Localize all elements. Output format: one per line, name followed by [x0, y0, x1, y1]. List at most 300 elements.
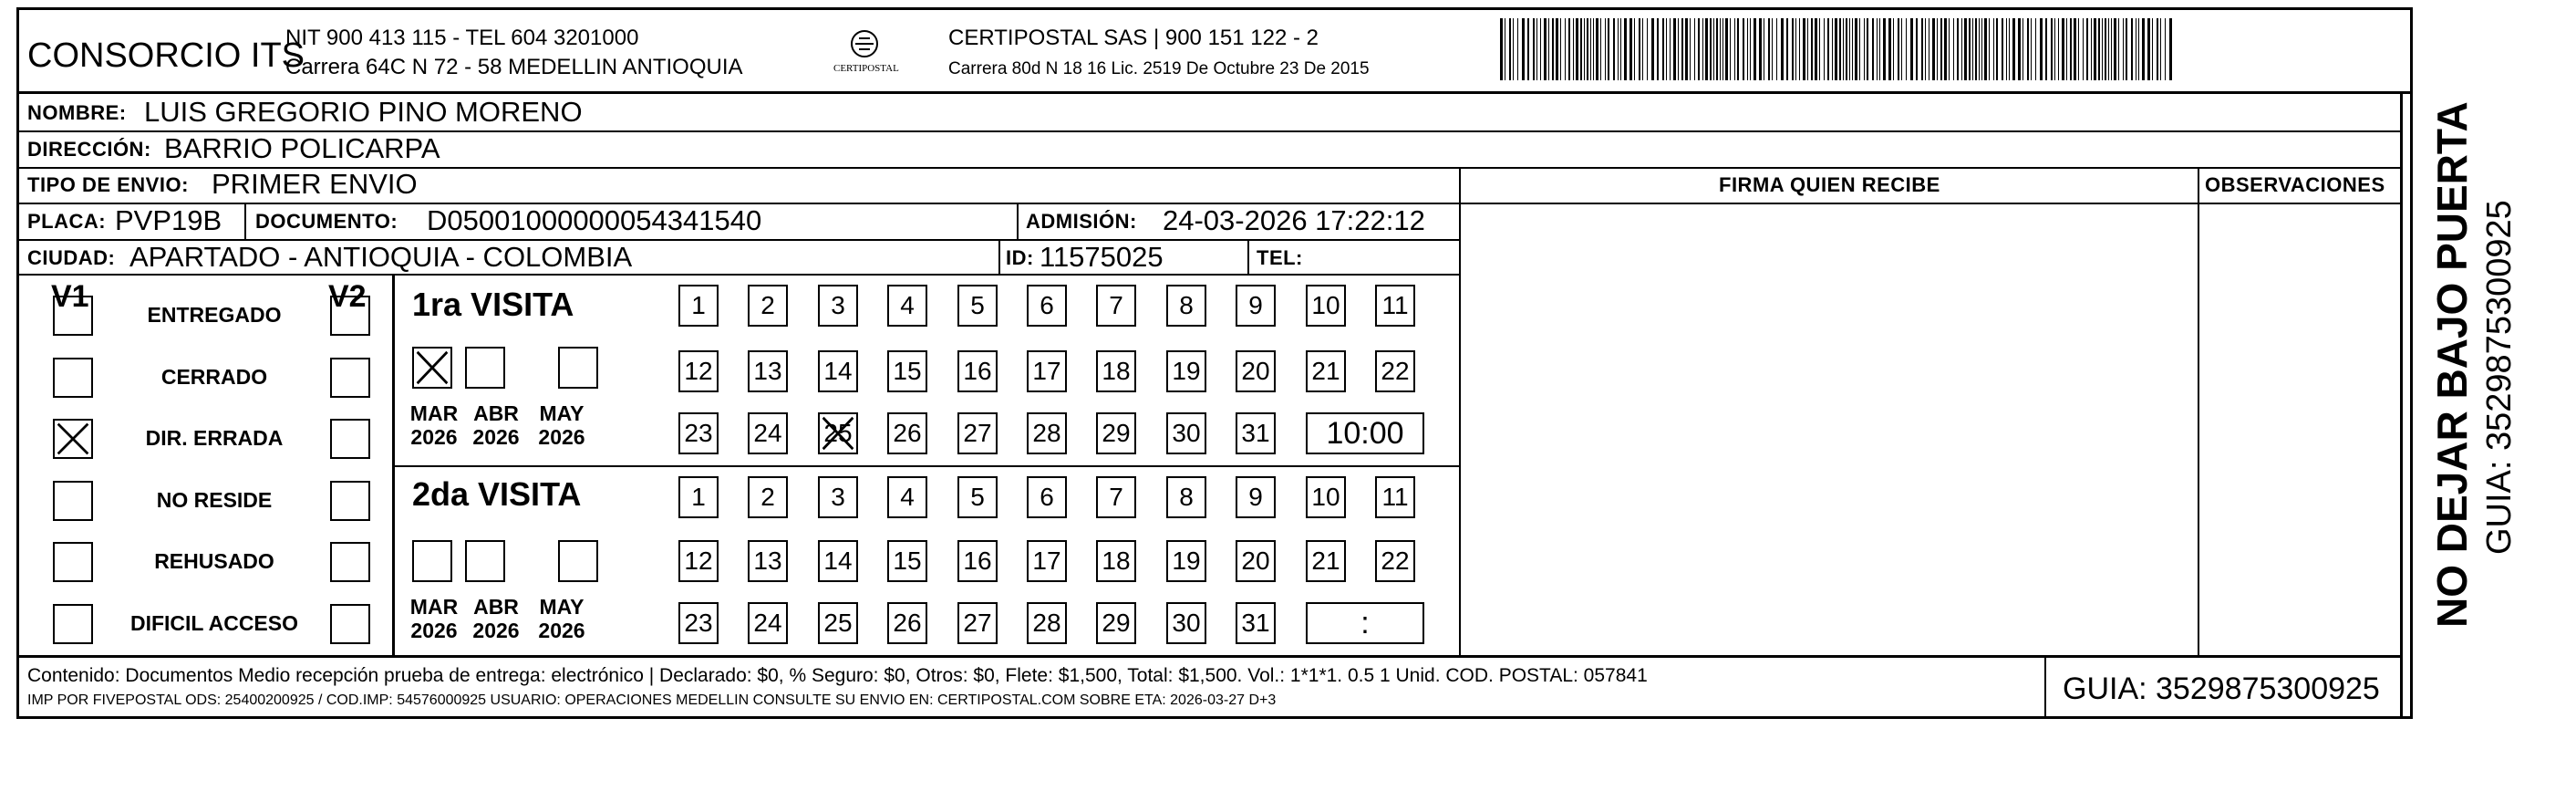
day-number: 26 — [893, 609, 922, 637]
divider — [1017, 203, 1019, 239]
barcode-bar — [1925, 18, 1926, 80]
barcode-bar — [1556, 18, 1558, 80]
day-box[interactable] — [1375, 350, 1415, 392]
time-value: : — [1360, 606, 1370, 640]
day-box[interactable] — [1306, 476, 1346, 518]
barcode-bar — [2114, 18, 2116, 80]
barcode-bar — [1513, 18, 1514, 80]
day-number: 28 — [1032, 419, 1061, 447]
day-number: 23 — [684, 419, 713, 447]
month-label — [405, 595, 463, 643]
day-box[interactable] — [957, 602, 998, 644]
day-number: 11 — [1381, 291, 1409, 319]
barcode-bar — [1815, 18, 1817, 80]
day-box[interactable] — [957, 540, 998, 582]
day-box[interactable] — [748, 540, 788, 582]
v1-status-checkbox[interactable] — [53, 296, 93, 336]
barcode-bar — [1560, 18, 1561, 80]
day-box[interactable] — [1236, 285, 1276, 327]
day-box[interactable] — [887, 602, 927, 644]
day-box[interactable] — [818, 476, 858, 518]
barcode-bar — [2066, 18, 2067, 80]
day-box[interactable] — [1096, 350, 1136, 392]
day-number: 14 — [823, 357, 853, 385]
barcode-bar — [1716, 18, 1718, 80]
day-number: 28 — [1032, 609, 1061, 637]
barcode-bar — [1673, 18, 1676, 80]
day-box[interactable] — [1027, 350, 1067, 392]
day-box[interactable] — [957, 285, 998, 327]
day-box[interactable] — [1027, 412, 1067, 454]
tipo-envio-value: PRIMER ENVIO — [212, 168, 418, 200]
barcode-bar — [2083, 18, 2084, 80]
day-box[interactable] — [1166, 412, 1206, 454]
certipostal-logo-icon — [832, 26, 897, 84]
barcode-bar — [1772, 18, 1773, 80]
day-box[interactable] — [748, 350, 788, 392]
barcode-bar — [2169, 18, 2172, 80]
month-name: ABR — [473, 595, 519, 619]
barcode-bar — [1587, 18, 1588, 80]
day-number: 15 — [893, 547, 922, 575]
barcode-bar — [1639, 18, 1640, 80]
day-box[interactable] — [1375, 285, 1415, 327]
barcode-bar — [2102, 18, 2103, 80]
v1-status-checkbox[interactable] — [53, 542, 93, 582]
day-number: 30 — [1172, 609, 1201, 637]
footer-content-line: Contenido: Documentos Medio recepción prueba de entrega: electrónico | Declarado: $0, % Seguro: $0, Otros: $0, Flete: $1,500, Total: $1,500. Vol.: 1*1*1. 0.5 1 Unid. COD. POSTAL: 057841 — [27, 665, 1648, 686]
barcode-bar — [1819, 18, 1820, 80]
status-label: DIFICIL ACCESO — [129, 611, 298, 635]
barcode-bar — [2078, 18, 2079, 80]
day-box[interactable] — [748, 412, 788, 454]
barcode-bar — [2098, 18, 2100, 80]
barcode-bar — [1975, 18, 1977, 80]
barcode-bar — [2111, 18, 2112, 80]
v2-status-checkbox[interactable] — [330, 358, 370, 398]
day-number: 12 — [684, 357, 713, 385]
barcode-bar — [1573, 18, 1574, 80]
month-label — [533, 401, 591, 450]
day-box[interactable] — [1375, 540, 1415, 582]
v2-header: V2 — [328, 279, 367, 314]
barcode-bar — [1596, 18, 1598, 80]
barcode-bar — [1568, 18, 1570, 80]
barcode-bar — [1527, 18, 1529, 80]
month-checkbox[interactable] — [412, 347, 452, 389]
day-box[interactable] — [887, 540, 927, 582]
day-box[interactable] — [678, 602, 719, 644]
day-number: 1 — [691, 483, 706, 511]
barcode-bar — [1843, 18, 1844, 80]
month-label — [467, 401, 525, 450]
tel-label: TEL: — [1257, 246, 1303, 269]
barcode-bar — [1713, 18, 1714, 80]
status-label: NO RESIDE — [156, 488, 273, 512]
direccion-value: BARRIO POLICARPA — [164, 132, 440, 164]
barcode-bar — [1953, 18, 1954, 80]
v2-status-checkbox[interactable] — [330, 542, 370, 582]
direccion-label: DIRECCIÓN: — [27, 138, 151, 161]
barcode-bar — [1642, 18, 1643, 80]
day-number: 13 — [753, 547, 782, 575]
day-box[interactable] — [818, 350, 858, 392]
barcode-bar — [1786, 18, 1788, 80]
barcode-bar — [1799, 18, 1800, 80]
day-box[interactable] — [678, 350, 719, 392]
day-number: 20 — [1241, 357, 1270, 385]
month-year: 2026 — [538, 425, 585, 450]
month-name: ABR — [473, 401, 519, 425]
barcode-bar — [1737, 18, 1739, 80]
time-box[interactable] — [1306, 602, 1424, 644]
firma-label: FIRMA QUIEN RECIBE — [1719, 173, 1940, 196]
day-box[interactable] — [1166, 602, 1206, 644]
day-box[interactable] — [1027, 285, 1067, 327]
barcode-bar — [1608, 18, 1609, 80]
day-number: 29 — [1102, 609, 1131, 637]
day-number: 21 — [1311, 547, 1340, 575]
day-number: 18 — [1102, 547, 1131, 575]
x-mark-icon — [414, 349, 450, 387]
barcode-bar — [2091, 18, 2092, 80]
observaciones-label: OBSERVACIONES — [2205, 173, 2385, 196]
certipostal-logo — [832, 26, 897, 84]
footer-guia: GUIA: 3529875300925 — [2063, 671, 2380, 706]
day-box[interactable] — [1166, 285, 1206, 327]
barcode-bar — [1906, 18, 1907, 80]
barcode-bar — [1972, 18, 1973, 80]
month-year: 2026 — [472, 425, 520, 450]
status-label: ENTREGADO — [147, 303, 282, 327]
day-box[interactable] — [818, 285, 858, 327]
barcode-bar — [1989, 18, 1990, 80]
barcode-bar — [2160, 18, 2161, 80]
barcode-bar — [2035, 18, 2036, 80]
day-number: 5 — [970, 291, 985, 319]
status-label: CERRADO — [160, 365, 268, 389]
month-label — [467, 595, 525, 643]
day-number: 6 — [1040, 291, 1054, 319]
barcode-bar — [2074, 18, 2076, 80]
month-checkbox[interactable] — [558, 347, 598, 389]
divider — [16, 91, 2413, 94]
barcode-bar — [1921, 18, 1923, 80]
day-box[interactable] — [748, 476, 788, 518]
day-box[interactable] — [748, 285, 788, 327]
barcode-bar — [1792, 18, 1794, 80]
visit2-title: 2da VISITA — [412, 475, 582, 513]
footer-print-line: IMP POR FIVEPOSTAL ODS: 25400200925 / COD.IMP: 54576000925 USUARIO: OPERACIONES MEDELLIN CONSULTE SU ENVIO EN: CERTIPOSTAL.COM SOBRE ETA: 2026-03-27 D+3 — [27, 692, 1277, 708]
day-box[interactable] — [887, 412, 927, 454]
barcode-bar — [1710, 18, 1712, 80]
day-box[interactable] — [1166, 540, 1206, 582]
day-number: 3 — [831, 483, 845, 511]
day-number: 22 — [1381, 547, 1410, 575]
barcode-bar — [1795, 18, 1796, 80]
barcode-bar — [1937, 18, 1938, 80]
barcode-bar — [1536, 18, 1537, 80]
barcode-bar — [1576, 18, 1578, 80]
v1-status-checkbox[interactable] — [53, 419, 93, 459]
day-number: 17 — [1032, 357, 1061, 385]
time-value: 10:00 — [1326, 416, 1404, 451]
day-box[interactable] — [818, 540, 858, 582]
day-box[interactable] — [1096, 412, 1136, 454]
barcode-bar — [2054, 18, 2055, 80]
v1-status-checkbox[interactable] — [53, 604, 93, 644]
barcode-bar — [1694, 18, 1695, 80]
day-number: 20 — [1241, 547, 1270, 575]
month-label — [405, 401, 463, 450]
day-number: 11 — [1381, 483, 1409, 511]
barcode-bar — [1730, 18, 1731, 80]
barcode-bar — [1969, 18, 1971, 80]
barcode-bar — [1996, 18, 1998, 80]
day-box[interactable] — [1306, 540, 1346, 582]
barcode-bar — [2031, 18, 2032, 80]
month-checkbox[interactable] — [558, 540, 598, 582]
barcode-bar — [1734, 18, 1735, 80]
day-number: 13 — [753, 357, 782, 385]
barcode-bar — [1803, 18, 1805, 80]
placa-value: PVP19B — [115, 204, 222, 236]
status-label: DIR. ERRADA — [145, 426, 284, 450]
barcode-bar — [2131, 18, 2133, 80]
barcode — [1500, 18, 2179, 80]
barcode-bar — [1552, 18, 1554, 80]
barcode-bar — [1827, 18, 1829, 80]
barcode-bar — [1852, 18, 1853, 80]
barcode-bar — [2002, 18, 2003, 80]
time-box[interactable] — [1306, 412, 1424, 454]
barcode-bar — [2012, 18, 2015, 80]
day-box[interactable] — [1096, 476, 1136, 518]
divider — [16, 274, 1459, 276]
day-number: 25 — [823, 419, 853, 447]
barcode-bar — [1949, 18, 1950, 80]
ciudad-value: APARTADO - ANTIOQUIA - COLOMBIA — [129, 241, 633, 273]
month-checkbox[interactable] — [465, 540, 505, 582]
company-name: CONSORCIO ITS — [27, 36, 305, 75]
day-box[interactable] — [678, 412, 719, 454]
barcode-bar — [2006, 18, 2007, 80]
day-number: 7 — [1109, 483, 1123, 511]
barcode-bar — [2147, 18, 2150, 80]
barcode-bar — [1584, 18, 1585, 80]
barcode-bar — [1993, 18, 1994, 80]
month-checkbox[interactable] — [465, 347, 505, 389]
barcode-bar — [2138, 18, 2139, 80]
logo-text: CERTIPOSTAL — [833, 63, 899, 74]
barcode-bar — [1565, 18, 1566, 80]
tipo-envio-label: TIPO DE ENVIO: — [27, 173, 189, 196]
day-box[interactable] — [1096, 540, 1136, 582]
nombre-label: NOMBRE: — [27, 101, 127, 124]
barcode-bar — [1544, 18, 1547, 80]
day-box[interactable] — [957, 412, 998, 454]
v2-status-checkbox[interactable] — [330, 481, 370, 521]
barcode-bar — [2070, 18, 2072, 80]
v1-header: V1 — [51, 279, 89, 314]
admision-label: ADMISIÓN: — [1026, 210, 1137, 233]
day-number: 1 — [691, 291, 706, 319]
barcode-bar — [1807, 18, 1808, 80]
barcode-bar — [1681, 18, 1683, 80]
day-box[interactable] — [1096, 285, 1136, 327]
day-number: 27 — [963, 609, 992, 637]
v2-status-checkbox[interactable] — [330, 296, 370, 336]
day-box[interactable] — [1306, 285, 1346, 327]
barcode-bar — [1647, 18, 1648, 80]
barcode-bar — [1888, 18, 1891, 80]
barcode-bar — [1605, 18, 1606, 80]
day-box[interactable] — [1236, 476, 1276, 518]
barcode-bar — [1613, 18, 1615, 80]
barcode-bar — [1893, 18, 1894, 80]
x-mark-icon — [55, 421, 91, 457]
day-number: 24 — [753, 609, 782, 637]
barcode-bar — [1846, 18, 1847, 80]
day-box[interactable] — [1236, 602, 1276, 644]
day-box[interactable] — [957, 476, 998, 518]
documento-value: D05001000000054341540 — [427, 204, 762, 236]
barcode-bar — [1944, 18, 1947, 80]
day-number: 9 — [1248, 483, 1263, 511]
barcode-bar — [1685, 18, 1688, 80]
day-box[interactable] — [818, 602, 858, 644]
barcode-bar — [2152, 18, 2153, 80]
barcode-bar — [1678, 18, 1679, 80]
divider — [392, 274, 395, 655]
v1-status-checkbox[interactable] — [53, 481, 93, 521]
day-box[interactable] — [678, 540, 719, 582]
v1-status-checkbox[interactable] — [53, 358, 93, 398]
day-number: 7 — [1109, 291, 1123, 319]
day-box[interactable] — [1375, 476, 1415, 518]
day-box[interactable] — [678, 476, 719, 518]
barcode-bar — [1867, 18, 1868, 80]
barcode-bar — [1690, 18, 1691, 80]
x-mark-icon — [820, 414, 856, 453]
barcode-bar — [1517, 18, 1518, 80]
barcode-bar — [1629, 18, 1632, 80]
day-box[interactable] — [1166, 350, 1206, 392]
id-label: ID: — [1006, 246, 1034, 269]
v2-status-checkbox[interactable] — [330, 419, 370, 459]
day-box[interactable] — [887, 476, 927, 518]
barcode-bar — [1984, 18, 1987, 80]
barcode-bar — [1811, 18, 1813, 80]
v2-status-checkbox[interactable] — [330, 604, 370, 644]
day-number: 31 — [1241, 609, 1270, 637]
barcode-bar — [1743, 18, 1744, 80]
day-number: 10 — [1311, 291, 1340, 319]
day-number: 30 — [1172, 419, 1201, 447]
day-box[interactable] — [1027, 540, 1067, 582]
barcode-bar — [1872, 18, 1874, 80]
day-number: 19 — [1172, 357, 1201, 385]
barcode-bar — [1580, 18, 1582, 80]
barcode-bar — [1781, 18, 1784, 80]
day-number: 6 — [1040, 483, 1054, 511]
day-box[interactable] — [957, 350, 998, 392]
barcode-bar — [1776, 18, 1777, 80]
barcode-bar — [1839, 18, 1841, 80]
day-box[interactable] — [887, 350, 927, 392]
placa-label: PLACA: — [27, 210, 107, 233]
divider — [244, 203, 246, 239]
day-number: 16 — [963, 547, 992, 575]
company-nit: NIT 900 413 115 - TEL 604 3201000 — [285, 26, 639, 50]
barcode-bar — [2108, 18, 2109, 80]
barcode-bar — [1600, 18, 1601, 80]
barcode-bar — [1824, 18, 1825, 80]
barcode-bar — [1855, 18, 1857, 80]
divider — [2044, 655, 2046, 719]
day-box[interactable] — [1166, 476, 1206, 518]
barcode-bar — [1725, 18, 1728, 80]
barcode-bar — [1964, 18, 1967, 80]
barcode-bar — [1883, 18, 1886, 80]
divider — [2198, 167, 2199, 655]
barcode-bar — [1910, 18, 1913, 80]
barcode-bar — [1979, 18, 1980, 80]
barcode-bar — [2165, 18, 2166, 80]
day-box[interactable] — [1236, 350, 1276, 392]
day-number: 14 — [823, 547, 853, 575]
status-label: REHUSADO — [154, 549, 274, 573]
day-box[interactable] — [678, 285, 719, 327]
day-number: 12 — [684, 547, 713, 575]
day-number: 22 — [1381, 357, 1410, 385]
barcode-bar — [1618, 18, 1619, 80]
barcode-bar — [1620, 18, 1621, 80]
day-box[interactable] — [1096, 602, 1136, 644]
barcode-bar — [1901, 18, 1902, 80]
day-box[interactable] — [818, 412, 858, 454]
divider — [998, 239, 1000, 274]
day-box[interactable] — [1306, 350, 1346, 392]
day-box[interactable] — [887, 285, 927, 327]
month-checkbox[interactable] — [412, 540, 452, 582]
barcode-bar — [2009, 18, 2010, 80]
divider — [1247, 239, 1249, 274]
day-number: 19 — [1172, 547, 1201, 575]
day-number: 31 — [1241, 419, 1270, 447]
barcode-bar — [1957, 18, 1959, 80]
day-box[interactable] — [1236, 412, 1276, 454]
day-box[interactable] — [1027, 602, 1067, 644]
barcode-bar — [1720, 18, 1721, 80]
day-box[interactable] — [748, 602, 788, 644]
barcode-bar — [1754, 18, 1756, 80]
day-box[interactable] — [1027, 476, 1067, 518]
month-year: 2026 — [410, 425, 458, 450]
month-name: MAR — [409, 595, 459, 619]
form-right-edge — [2400, 91, 2403, 719]
barcode-bar — [1877, 18, 1878, 80]
day-box[interactable] — [1236, 540, 1276, 582]
documento-label: DOCUMENTO: — [255, 210, 398, 233]
barcode-bar — [1590, 18, 1591, 80]
barcode-bar — [1634, 18, 1635, 80]
side-guia: GUIA: 3529875300925 — [2480, 200, 2519, 555]
day-number: 2 — [760, 291, 775, 319]
month-label — [533, 595, 591, 643]
barcode-bar — [1522, 18, 1525, 80]
day-number: 27 — [963, 419, 992, 447]
